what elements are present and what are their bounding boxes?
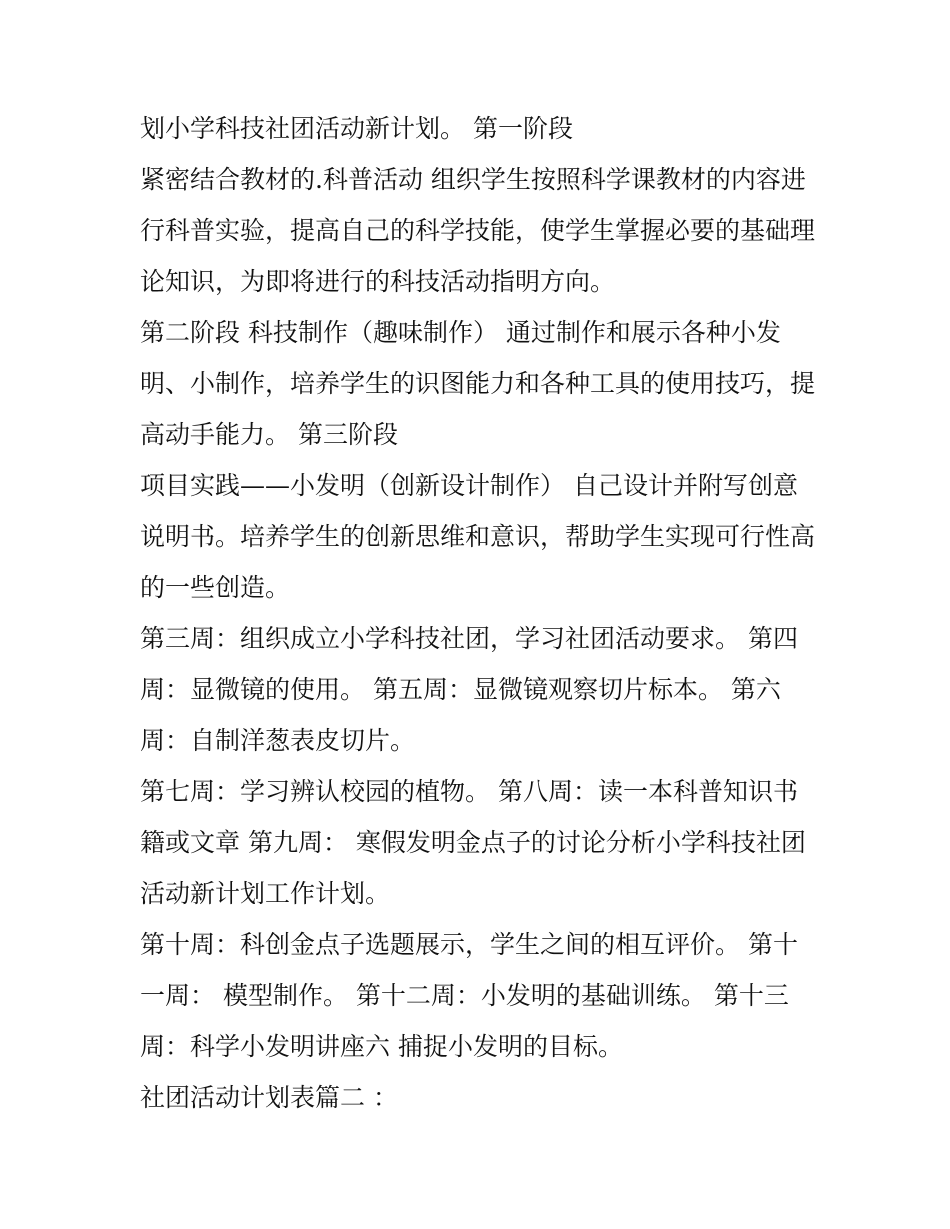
text-line: 籍或文章 第九周： 寒假发明金点子的讨论分析小学科技社团 [140,828,806,857]
text-line: 说明书。培养学生的创新思维和意识，帮助学生实现可行性高 [140,522,816,551]
text-line: 社团活动计划表篇二 ： [140,1083,398,1112]
text-line: 第三周：组织成立小学科技社团，学习社团活动要求。 第四 [140,624,798,653]
text-line: 划小学科技社团活动新计划。 第一阶段 [140,114,573,143]
text-line: 项目实践——小发明（创新设计制作） 自己设计并附写创意 [140,471,798,500]
text-line: 第十周：科创金点子选题展示，学生之间的相互评价。 第十 [140,930,798,959]
document-body [140,107,830,1127]
text-line: 紧密结合教材的.科普活动 组织学生按照科学课教材的内容进 [140,165,806,194]
text-line: 第七周：学习辨认校园的植物。 第八周：读一本科普知识书 [140,777,798,806]
text-line: 的一些创造。 [140,573,291,602]
text-line: 一周： 模型制作。 第十二周：小发明的基础训练。 第十三 [140,981,789,1010]
text-line: 论知识，为即将进行的科技活动指明方向。 [140,267,616,296]
text-line: 行科普实验，提高自己的科学技能，使学生掌握必要的基础理 [140,216,816,245]
text-line: 第二阶段 科技制作（趣味制作） 通过制作和展示各种小发 [140,318,781,347]
text-line: 活动新计划工作计划。 [140,879,391,908]
text-line: 高动手能力。 第三阶段 [140,420,398,449]
text-line: 周：自制洋葱表皮切片。 [140,726,416,755]
text-line: 周：显微镜的使用。 第五周：显微镜观察切片标本。 第六 [140,675,781,704]
text-line: 周：科学小发明讲座六 捕捉小发明的目标。 [140,1032,623,1061]
text-line: 明、小制作，培养学生的识图能力和各种工具的使用技巧，提 [140,369,816,398]
